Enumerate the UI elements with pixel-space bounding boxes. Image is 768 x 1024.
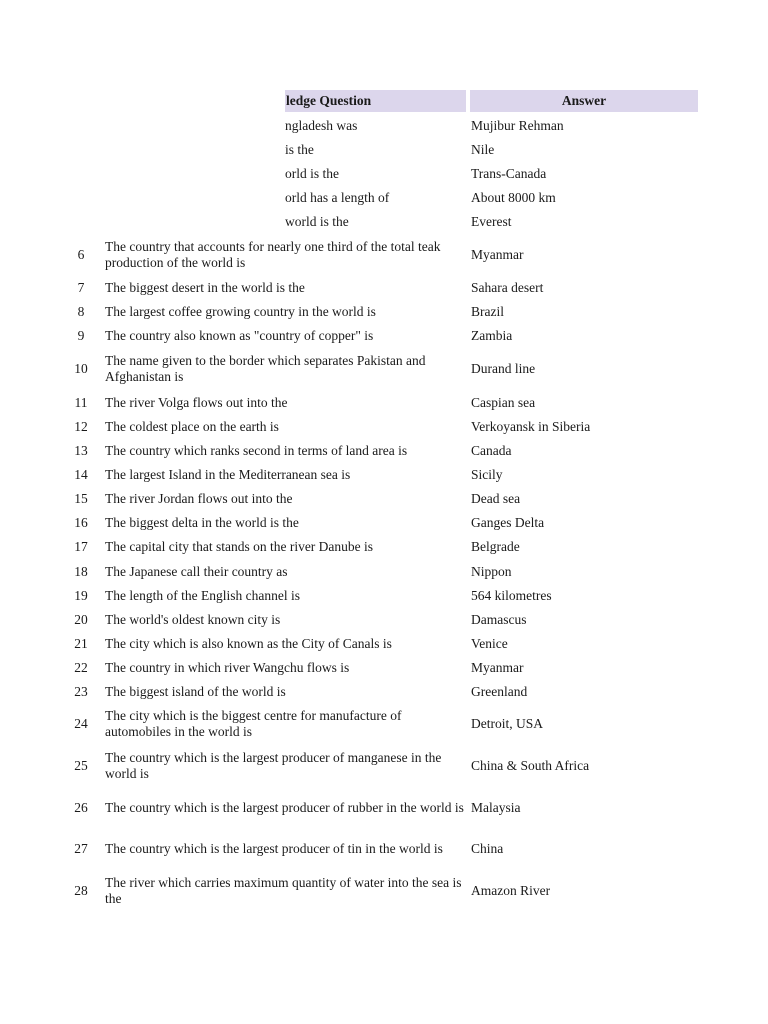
answer-cell: Malaysia — [471, 800, 521, 815]
answer-cell: Myanmar — [471, 247, 524, 262]
question-text: orld is the — [285, 166, 339, 181]
table-row — [0, 276, 768, 300]
table-row — [0, 608, 768, 632]
row-number: 21 — [74, 636, 88, 651]
question-text: The river Jordan flows out into the — [105, 491, 293, 506]
table-row — [0, 584, 768, 608]
table-row — [0, 632, 768, 656]
answer-cell: Verkoyansk in Siberia — [471, 419, 591, 434]
row-number: 20 — [74, 612, 88, 627]
table-row — [0, 415, 768, 439]
question-text: world is the — [285, 214, 349, 229]
question-cell — [105, 829, 467, 869]
row-number: 16 — [74, 515, 88, 530]
answer-cell: Detroit, USA — [471, 716, 543, 731]
question-cell — [105, 632, 467, 656]
question-cell — [105, 324, 467, 348]
answer-cell: Everest — [471, 214, 512, 229]
answer-cell: Brazil — [471, 304, 504, 319]
answer-cell: Amazon River — [471, 883, 551, 898]
row-number: 26 — [74, 800, 88, 815]
row-number: 13 — [74, 443, 88, 458]
answer-cell: Sicily — [471, 467, 503, 482]
row-number: 22 — [74, 660, 88, 675]
answer-cell: China — [471, 841, 504, 856]
question-text: is the — [285, 142, 314, 157]
row-number: 7 — [77, 280, 85, 295]
row-number: 27 — [74, 841, 88, 856]
question-text: The biggest desert in the world is the — [105, 280, 305, 295]
question-cell — [105, 439, 467, 463]
question-cell — [105, 656, 467, 680]
question-text: The biggest island of the world is — [105, 684, 286, 699]
question-cell — [105, 487, 467, 511]
question-cell — [105, 415, 467, 439]
question-text: The country which is the largest producer of rubber in the world is — [105, 800, 464, 815]
question-cell — [105, 535, 467, 559]
row-number: 11 — [74, 395, 88, 410]
table-row — [0, 236, 768, 274]
answer-cell: Zambia — [471, 328, 513, 343]
question-cell — [285, 138, 466, 162]
question-text: The country in which river Wangchu flows is — [105, 660, 350, 675]
row-number: 14 — [74, 467, 88, 482]
row-number: 28 — [74, 883, 88, 898]
row-number: 19 — [74, 588, 88, 603]
row-number: 12 — [74, 419, 88, 434]
question-cell — [105, 300, 467, 324]
table-row — [0, 704, 768, 744]
table-row — [0, 746, 768, 786]
answer-cell: Canada — [471, 443, 512, 458]
table-row — [0, 829, 768, 869]
table-row — [0, 487, 768, 511]
question-cell — [105, 391, 467, 415]
row-number: 25 — [74, 758, 88, 773]
question-cell — [105, 704, 467, 744]
answer-column-header: Answer — [470, 90, 698, 112]
question-text: The country which is the largest producer of tin in the world is — [105, 841, 443, 856]
table-row — [0, 324, 768, 348]
row-number: 23 — [74, 684, 88, 699]
table-row — [0, 391, 768, 415]
table-row — [0, 511, 768, 535]
table-row — [0, 656, 768, 680]
table-row — [0, 560, 768, 584]
question-cell — [105, 788, 467, 828]
question-cell — [105, 584, 467, 608]
table-row — [0, 535, 768, 559]
table-row — [0, 350, 768, 388]
table-row — [0, 871, 768, 911]
question-cell — [105, 746, 467, 786]
question-cell — [105, 871, 467, 911]
answer-cell: Nile — [471, 142, 495, 157]
question-text: The country that accounts for nearly one third of the total teak production of the world is — [105, 239, 441, 270]
answer-cell: Caspian sea — [471, 395, 536, 410]
blank-overlay — [0, 80, 285, 236]
question-cell — [105, 511, 467, 535]
question-text: The river which carries maximum quantity of water into the sea is the — [105, 875, 462, 906]
answer-cell: China & South Africa — [471, 758, 590, 773]
row-number: 15 — [74, 491, 88, 506]
table-row — [0, 463, 768, 487]
table-row — [0, 680, 768, 704]
row-number: 18 — [74, 564, 88, 579]
question-cell — [285, 114, 466, 138]
answer-cell: Belgrade — [471, 539, 520, 554]
answer-cell: About 8000 km — [471, 190, 556, 205]
question-text: The length of the English channel is — [105, 588, 300, 603]
question-cell — [105, 350, 467, 388]
row-number: 9 — [77, 328, 85, 343]
answer-cell: Ganges Delta — [471, 515, 545, 530]
row-number: 8 — [77, 304, 85, 319]
answer-cell: Venice — [471, 636, 508, 651]
question-text: The country also known as "country of copper" is — [105, 328, 374, 343]
question-cell — [285, 162, 466, 186]
question-text: The city which is also known as the City of Canals is — [105, 636, 392, 651]
question-cell — [105, 236, 467, 274]
question-text: The largest coffee growing country in the world is — [105, 304, 376, 319]
row-number: 6 — [77, 247, 85, 262]
question-cell — [285, 210, 466, 234]
question-text: The name given to the border which separates Pakistan and Afghanistan is — [105, 353, 426, 384]
question-text: The capital city that stands on the river Danube is — [105, 539, 374, 554]
answer-cell: Sahara desert — [471, 280, 544, 295]
answer-cell: 564 kilometres — [471, 588, 552, 603]
question-text: The world's oldest known city is — [105, 612, 281, 627]
question-cell — [105, 608, 467, 632]
answer-cell: Damascus — [471, 612, 527, 627]
question-text: The coldest place on the earth is — [105, 419, 279, 434]
row-number: 17 — [74, 539, 88, 554]
question-text: The river Volga flows out into the — [105, 395, 288, 410]
answer-cell: Mujibur Rehman — [471, 118, 564, 133]
question-text: orld has a length of — [285, 190, 390, 205]
question-cell — [105, 680, 467, 704]
answer-cell: Dead sea — [471, 491, 521, 506]
question-cell — [105, 276, 467, 300]
answer-cell: Trans-Canada — [471, 166, 547, 181]
row-number: 10 — [74, 361, 88, 376]
question-text: The city which is the biggest centre for manufacture of automobiles in the world is — [105, 708, 402, 739]
question-text: The Japanese call their country as — [105, 564, 288, 579]
answer-cell: Nippon — [471, 564, 512, 579]
question-text: The largest Island in the Mediterranean sea is — [105, 467, 351, 482]
question-cell — [105, 463, 467, 487]
answer-cell: Greenland — [471, 684, 528, 699]
question-column-header: ledge Question — [285, 90, 466, 112]
row-number: 24 — [74, 716, 88, 731]
answer-cell: Myanmar — [471, 660, 524, 675]
question-cell — [105, 560, 467, 584]
table-row — [0, 300, 768, 324]
question-cell — [285, 186, 466, 210]
question-text: The biggest delta in the world is the — [105, 515, 299, 530]
question-text: ngladesh was — [285, 118, 358, 133]
table-row — [0, 439, 768, 463]
table-row — [0, 788, 768, 828]
question-text: The country which ranks second in terms of land area is — [105, 443, 408, 458]
answer-cell: Durand line — [471, 361, 536, 376]
question-text: The country which is the largest producer of manganese in the world is — [105, 750, 442, 781]
